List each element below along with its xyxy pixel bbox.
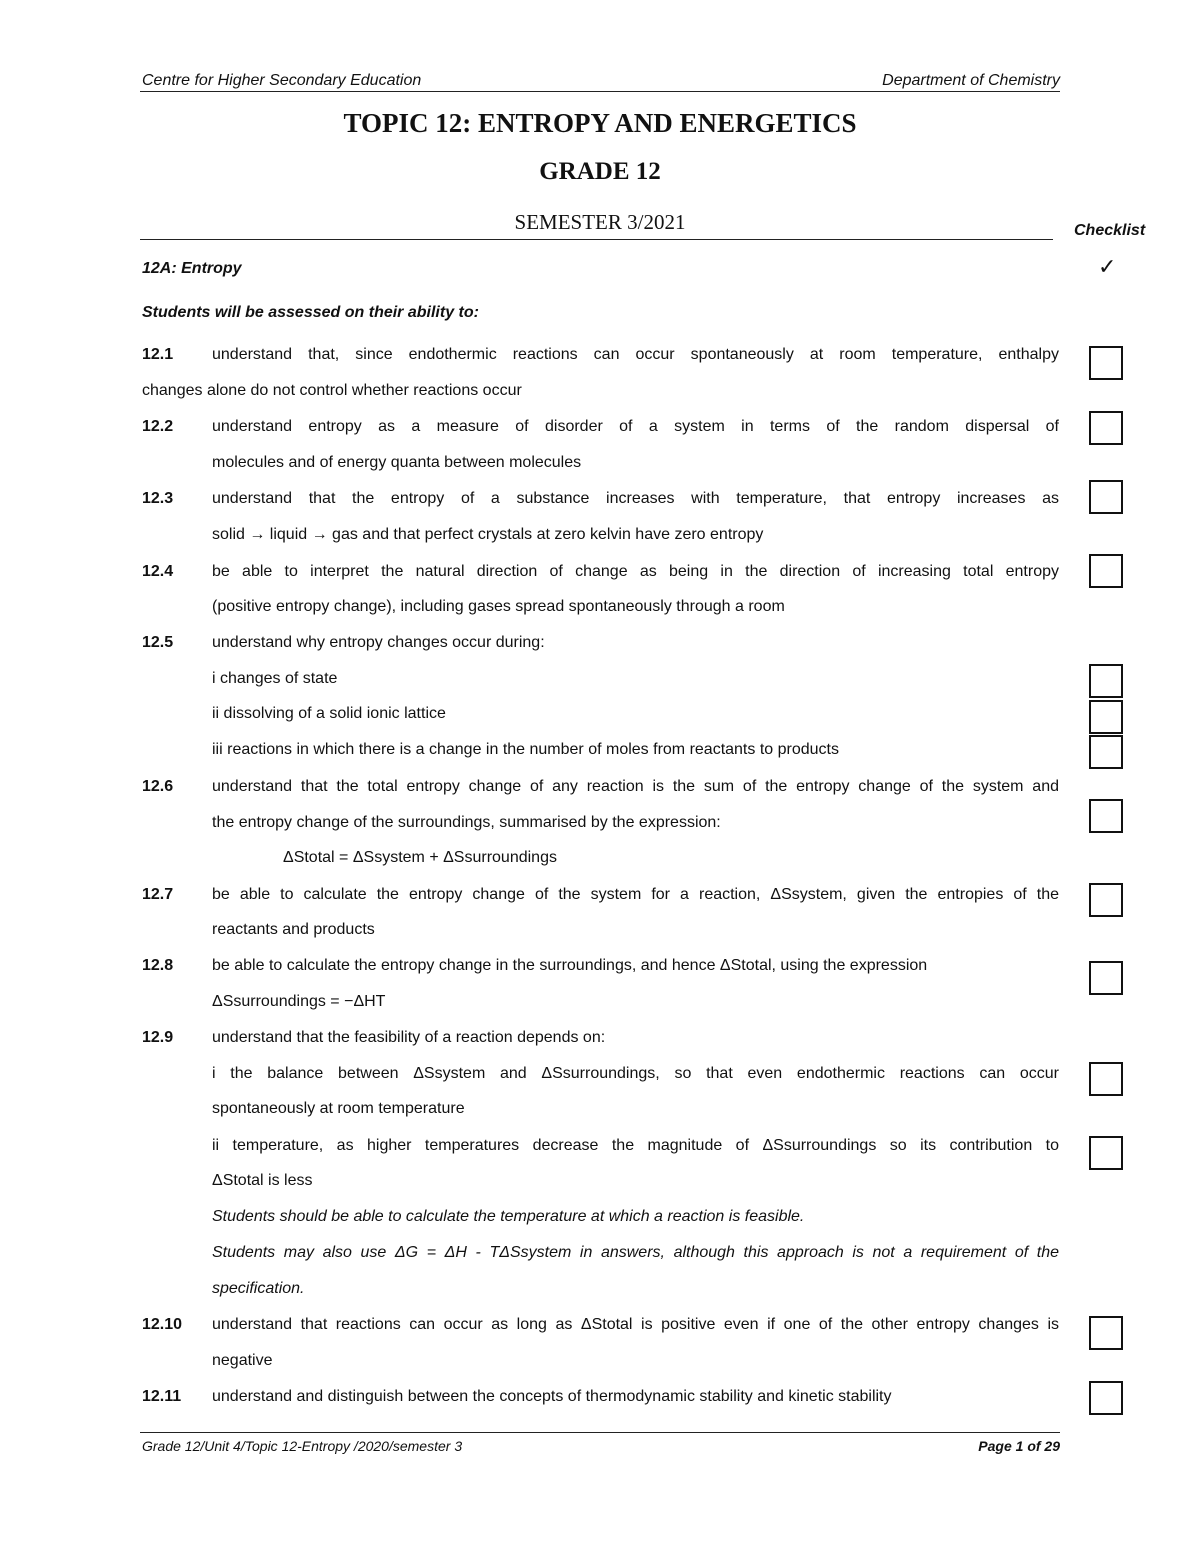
item-text: understand why entropy changes occur during: bbox=[212, 634, 545, 651]
checkbox[interactable] bbox=[1089, 700, 1123, 734]
header-left: Centre for Higher Secondary Education bbox=[142, 72, 422, 89]
note-text: Students may also use ΔG = ΔH - TΔSsystem in answers, although this approach is not a requirement of the bbox=[212, 1244, 1059, 1261]
checkbox[interactable] bbox=[1089, 480, 1123, 514]
item-number: 12.1 bbox=[142, 346, 174, 363]
section-heading: 12A: Entropy bbox=[142, 260, 242, 277]
item-text: changes alone do not control whether reactions occur bbox=[142, 382, 522, 399]
item-text: understand entropy as a measure of disorder of a system in terms of the random dispersal of bbox=[212, 418, 1059, 435]
item-number: 12.5 bbox=[142, 634, 174, 651]
sub-item-text: ΔStotal is less bbox=[212, 1172, 313, 1189]
note-text: specification. bbox=[212, 1280, 305, 1297]
page-number: Page 1 of 29 bbox=[978, 1438, 1060, 1454]
equation: ΔStotal = ΔSsystem + ΔSsurroundings bbox=[283, 849, 557, 866]
equation: ΔSsurroundings = −ΔHT bbox=[212, 993, 386, 1010]
checkbox[interactable] bbox=[1089, 735, 1123, 769]
checkbox[interactable] bbox=[1089, 1062, 1123, 1096]
sub-item-text: i the balance between ΔSsystem and ΔSsurroundings, so that even endothermic reactions can occur bbox=[212, 1065, 1059, 1082]
grade-title: GRADE 12 bbox=[539, 158, 661, 185]
item-number: 12.10 bbox=[142, 1316, 183, 1333]
checkbox[interactable] bbox=[1089, 1316, 1123, 1350]
item-text: understand that reactions can occur as long as ΔStotal is positive even if one of the other entropy changes is bbox=[212, 1316, 1059, 1333]
item-number: 12.8 bbox=[142, 957, 174, 974]
item-text: understand that, since endothermic reactions can occur spontaneously at room temperature, enthalpy bbox=[212, 346, 1059, 363]
item-text: negative bbox=[212, 1352, 273, 1369]
checkbox[interactable] bbox=[1089, 1136, 1123, 1170]
sub-item-text: ii dissolving of a solid ionic lattice bbox=[212, 705, 446, 722]
checkbox[interactable] bbox=[1089, 1381, 1123, 1415]
item-text: understand and distinguish between the concepts of thermodynamic stability and kinetic stability bbox=[212, 1388, 892, 1405]
section-intro: Students will be assessed on their ability to: bbox=[142, 304, 479, 321]
item-number: 12.4 bbox=[142, 563, 174, 580]
checkbox[interactable] bbox=[1089, 554, 1123, 588]
item-text: be able to interpret the natural direction of change as being in the direction of increasing total entropy bbox=[212, 563, 1059, 580]
sub-item-text: i changes of state bbox=[212, 670, 338, 687]
item-text: (positive entropy change), including gases spread spontaneously through a room bbox=[212, 598, 785, 615]
item-text: molecules and of energy quanta between molecules bbox=[212, 454, 582, 471]
item-number: 12.3 bbox=[142, 490, 174, 507]
footer-left: Grade 12/Unit 4/Topic 12-Entropy /2020/semester 3 bbox=[142, 1438, 463, 1454]
page-title: TOPIC 12: ENTROPY AND ENERGETICS bbox=[343, 108, 857, 138]
item-text: understand that the entropy of a substance increases with temperature, that entropy increases as bbox=[212, 490, 1059, 507]
sub-item-text: iii reactions in which there is a change in the number of moles from reactants to products bbox=[212, 741, 839, 758]
title-divider bbox=[140, 239, 1053, 240]
item-number: 12.6 bbox=[142, 778, 174, 795]
footer-divider bbox=[140, 1432, 1060, 1433]
item-text: understand that the total entropy change of any reaction is the sum of the entropy change of the system and bbox=[212, 778, 1059, 795]
checkbox[interactable] bbox=[1089, 664, 1123, 698]
checkbox[interactable] bbox=[1089, 346, 1123, 380]
note-text: Students should be able to calculate the temperature at which a reaction is feasible. bbox=[212, 1208, 805, 1225]
item-number: 12.2 bbox=[142, 418, 174, 435]
header-divider bbox=[140, 91, 1060, 92]
header-right: Department of Chemistry bbox=[882, 72, 1060, 89]
sub-item-text: spontaneously at room temperature bbox=[212, 1100, 465, 1117]
item-text: understand that the feasibility of a reaction depends on: bbox=[212, 1029, 606, 1046]
item-text: be able to calculate the entropy change in the surroundings, and hence ΔStotal, using the expression bbox=[212, 957, 928, 974]
item-text: solid → liquid → gas and that perfect crystals at zero kelvin have zero entropy bbox=[212, 526, 764, 543]
item-text: the entropy change of the surroundings, summarised by the expression: bbox=[212, 814, 721, 831]
item-text: be able to calculate the entropy change of the system for a reaction, ΔSsystem, given the entropies of the bbox=[212, 886, 1059, 903]
item-number: 12.7 bbox=[142, 886, 174, 903]
item-number: 12.11 bbox=[142, 1388, 182, 1405]
item-number: 12.9 bbox=[142, 1029, 174, 1046]
checkbox[interactable] bbox=[1089, 961, 1123, 995]
checkbox[interactable] bbox=[1089, 799, 1123, 833]
checklist-heading: Checklist bbox=[1074, 222, 1146, 239]
sub-item-text: ii temperature, as higher temperatures decrease the magnitude of ΔSsurroundings so its contribution to bbox=[212, 1137, 1059, 1154]
item-text: reactants and products bbox=[212, 921, 375, 938]
checkbox[interactable] bbox=[1089, 411, 1123, 445]
checkbox[interactable] bbox=[1089, 883, 1123, 917]
semester-title: SEMESTER 3/2021 bbox=[514, 210, 686, 234]
check-mark-icon: ✓ bbox=[1098, 254, 1117, 279]
